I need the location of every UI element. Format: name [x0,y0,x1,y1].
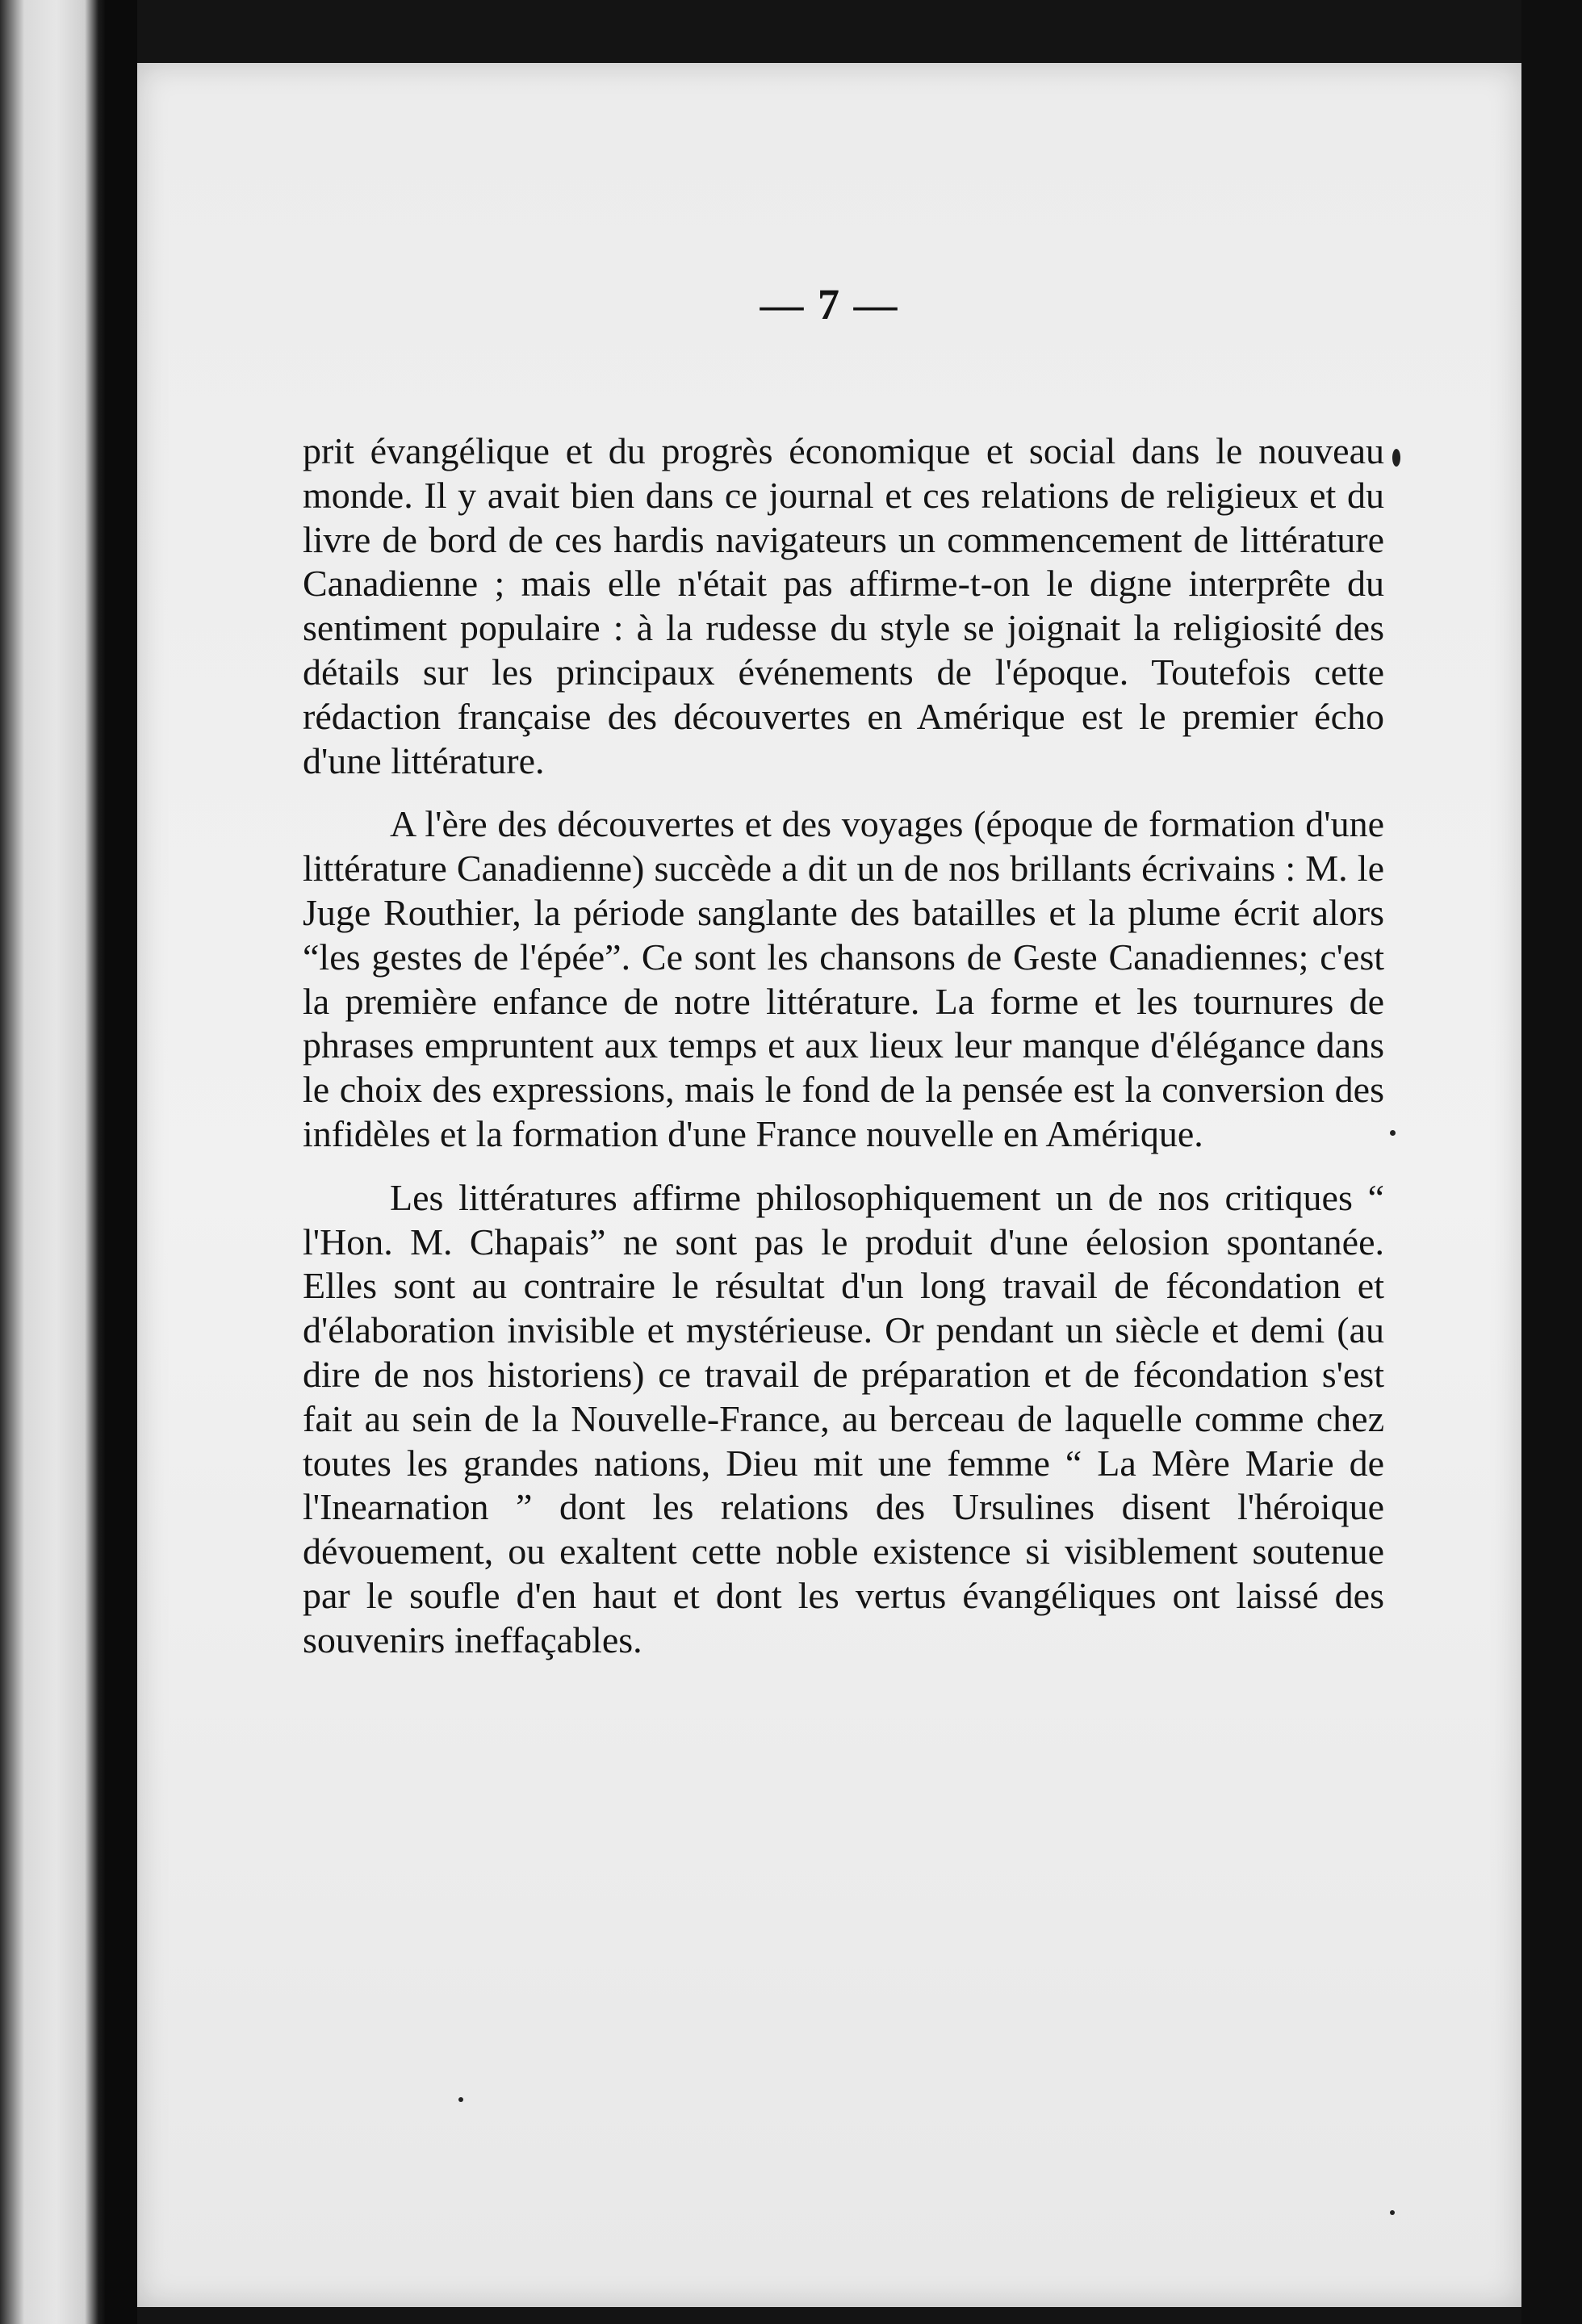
scan-speck [1390,1130,1396,1136]
previous-page-edge [0,0,105,2324]
paragraph-1: prit évangélique et du progrès économique et social dans le nouveau monde. Il y avait bien dans ce journal et ces relations de religieux et du livre de bord de ces hardis navigateurs un commencement de littérature Canadienne ; mais elle n'était pas affirme-t-on le digne interprête du sentiment populaire : à la rudesse du style se joignait la religiosité des détails sur les principaux événements de l'époque. Toutefois cette rédaction française des découvertes en Amérique est le premier écho d'une littérature. [303,430,1384,781]
paragraph-2: A l'ère des découvertes et des voyages (époque de formation d'une littérature Canadienne) succède a dit un de nos brillants écrivains : M. le Juge Routhier, la période sanglante des batailles et la plume écrit alors “les gestes de l'épée”. Ce sont les chansons de Geste Canadiennes; c'est la première enfance de notre littérature. La forme et les tournures de phrases empruntent aux temps et aux lieux leur manque d'élégance dans le choix des expressions, mais le fond de la pensée est la conversion des infidèles et la formation d'une France nouvelle en Amérique. [303,803,1384,1154]
body-text [303,429,1384,1663]
scan-speck [1392,449,1400,467]
book-gutter [105,0,137,2324]
paragraph-3: Les littératures affirme philosophiquement un de nos critiques “ l'Hon. M. Chapais” ne sont pas le produit d'une éelosion spontanée. Elles sont au contraire le résultat d'un long travail de fécondation et d'élaboration invisible et mystérieuse. Or pendant un siècle et demi (au dire de nos historiens) ce travail de préparation et de fécondation s'est fait au sein de la Nouvelle-France, au berceau de laquelle comme chez toutes les grandes nations, Dieu mit une femme “ La Mère Marie de l'Inearnation ” dont les relations des Ursulines disent l'héroique dévouement, ou exaltent cette noble existence si visiblement soutenue par le soufle d'en haut et dont les vertus évangéliques ont laissé des souvenirs ineffaçables. [303,1176,1384,1660]
right-dark-border [1521,0,1582,2324]
page-number: — 7 — [760,280,899,329]
scan-speck [1390,2210,1395,2215]
scan-speck [458,2097,463,2102]
book-page [137,63,1521,2307]
